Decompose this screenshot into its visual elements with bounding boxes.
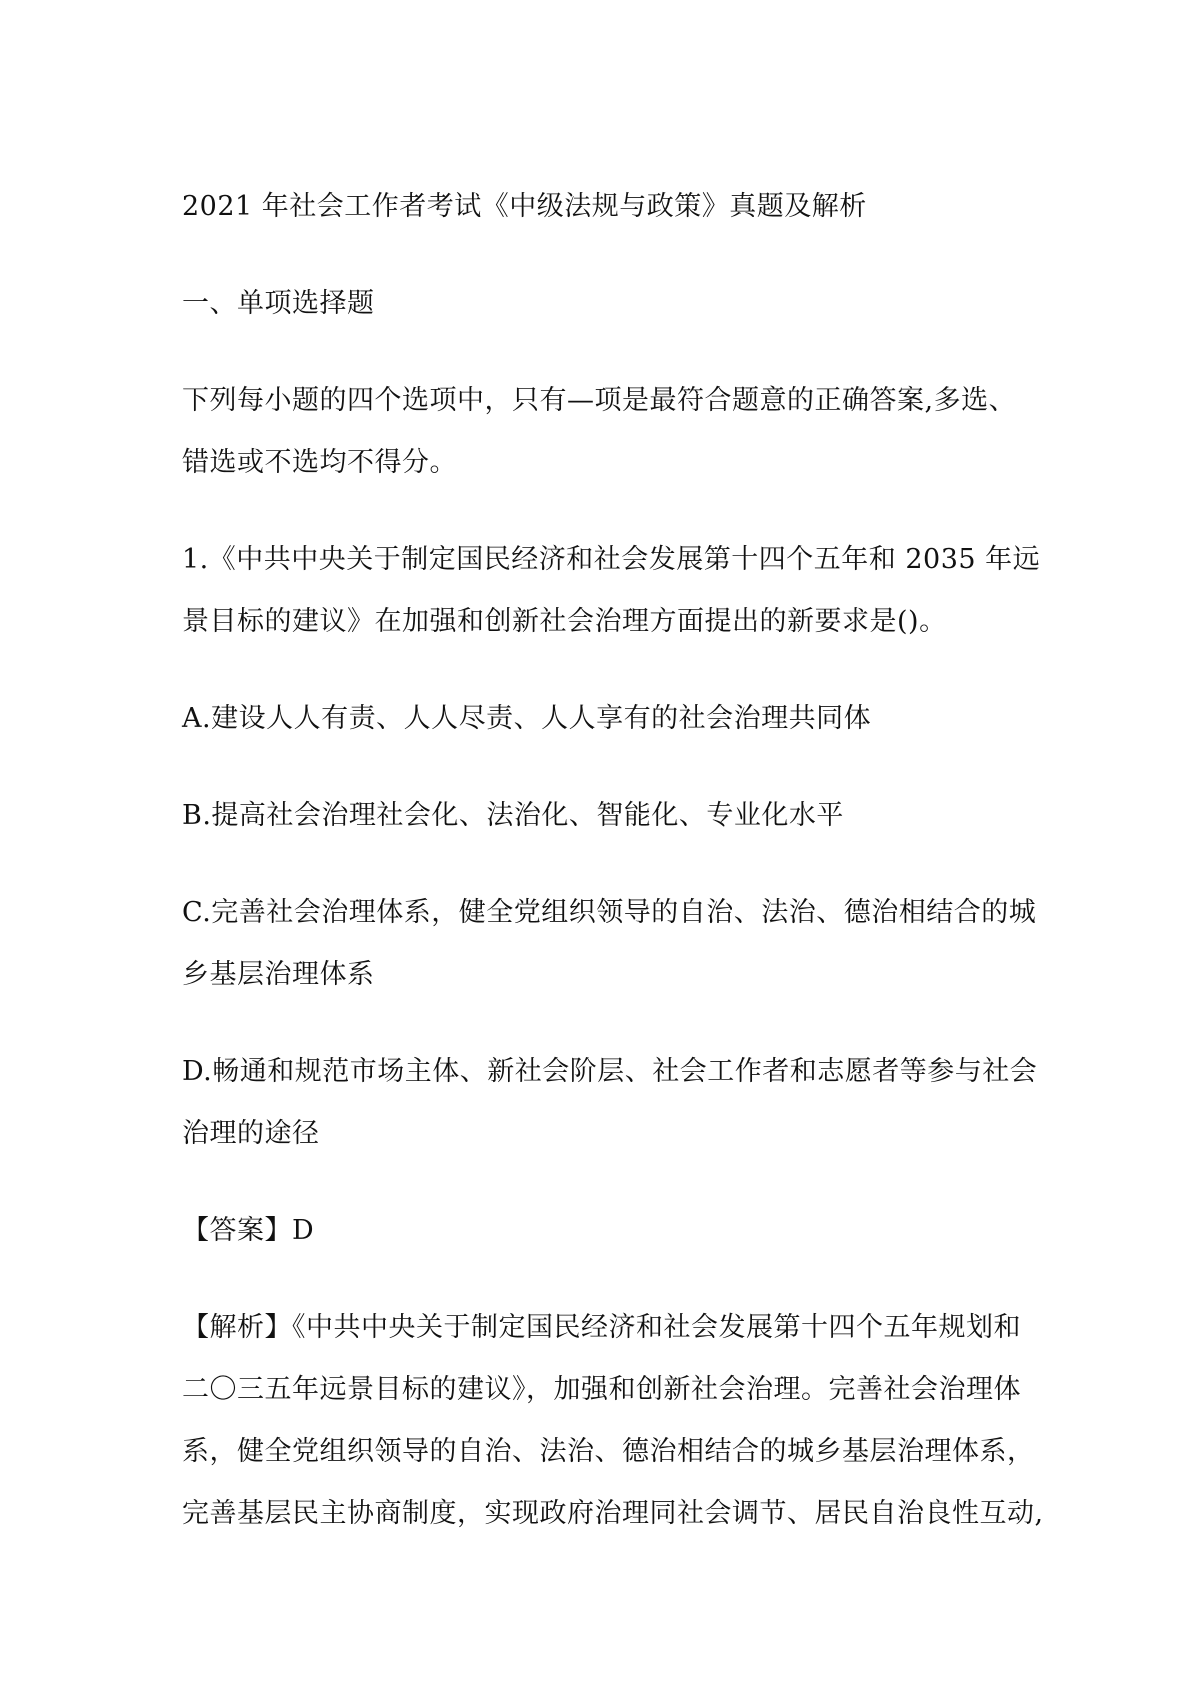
- question-stem-line: 1.《中共中央关于制定国民经济和社会发展第十四个五年和 2035 年远: [182, 544, 1041, 575]
- instructions-line: 错选或不选均不得分。: [182, 447, 457, 478]
- option-d-line: 治理的途径: [182, 1118, 320, 1149]
- option-c-line: C.完善社会治理体系，健全党组织领导的自治、法治、德治相结合的城: [182, 897, 1037, 928]
- option-d: [182, 1041, 1038, 1165]
- option-b: [182, 785, 1022, 847]
- document-content: [182, 176, 1044, 1545]
- analysis-line: 【解析】《中共中央关于制定国民经济和社会发展第十四个五年规划和: [182, 1312, 1021, 1343]
- question-stem-line: 景目标的建议》在加强和创新社会治理方面提出的新要求是()。: [182, 606, 947, 637]
- analysis-line: 完善基层民主协商制度，实现政府治理同社会调节、居民自治良性互动,: [182, 1498, 1044, 1529]
- analysis-paragraph: [182, 1297, 1044, 1545]
- instructions-paragraph: [182, 370, 1022, 494]
- option-d-line: D.畅通和规范市场主体、新社会阶层、社会工作者和志愿者等参与社会: [182, 1056, 1038, 1087]
- option-a-line: A.建设人人有责、人人尽责、人人享有的社会治理共同体: [182, 703, 872, 734]
- option-a: [182, 688, 1022, 750]
- answer-line: 【答案】D: [182, 1215, 315, 1246]
- question-stem: [182, 529, 1041, 653]
- section-heading: 一、单项选择题: [182, 288, 375, 319]
- document-title: 2021 年社会工作者考试《中级法规与政策》真题及解析: [182, 191, 867, 222]
- option-c: [182, 882, 1037, 1006]
- analysis-line: 系，健全党组织领导的自治、法治、德治相结合的城乡基层治理体系，: [182, 1436, 1035, 1467]
- analysis-line: 二〇三五年远景目标的建议》，加强和创新社会治理。完善社会治理体: [182, 1374, 1021, 1405]
- instructions-line: 下列每小题的四个选项中，只有—项是最符合题意的正确答案,多选、: [182, 385, 1017, 416]
- answer-paragraph: [182, 1200, 1022, 1262]
- option-b-line: B.提高社会治理社会化、法治化、智能化、专业化水平: [182, 800, 844, 831]
- option-c-line: 乡基层治理体系: [182, 959, 375, 990]
